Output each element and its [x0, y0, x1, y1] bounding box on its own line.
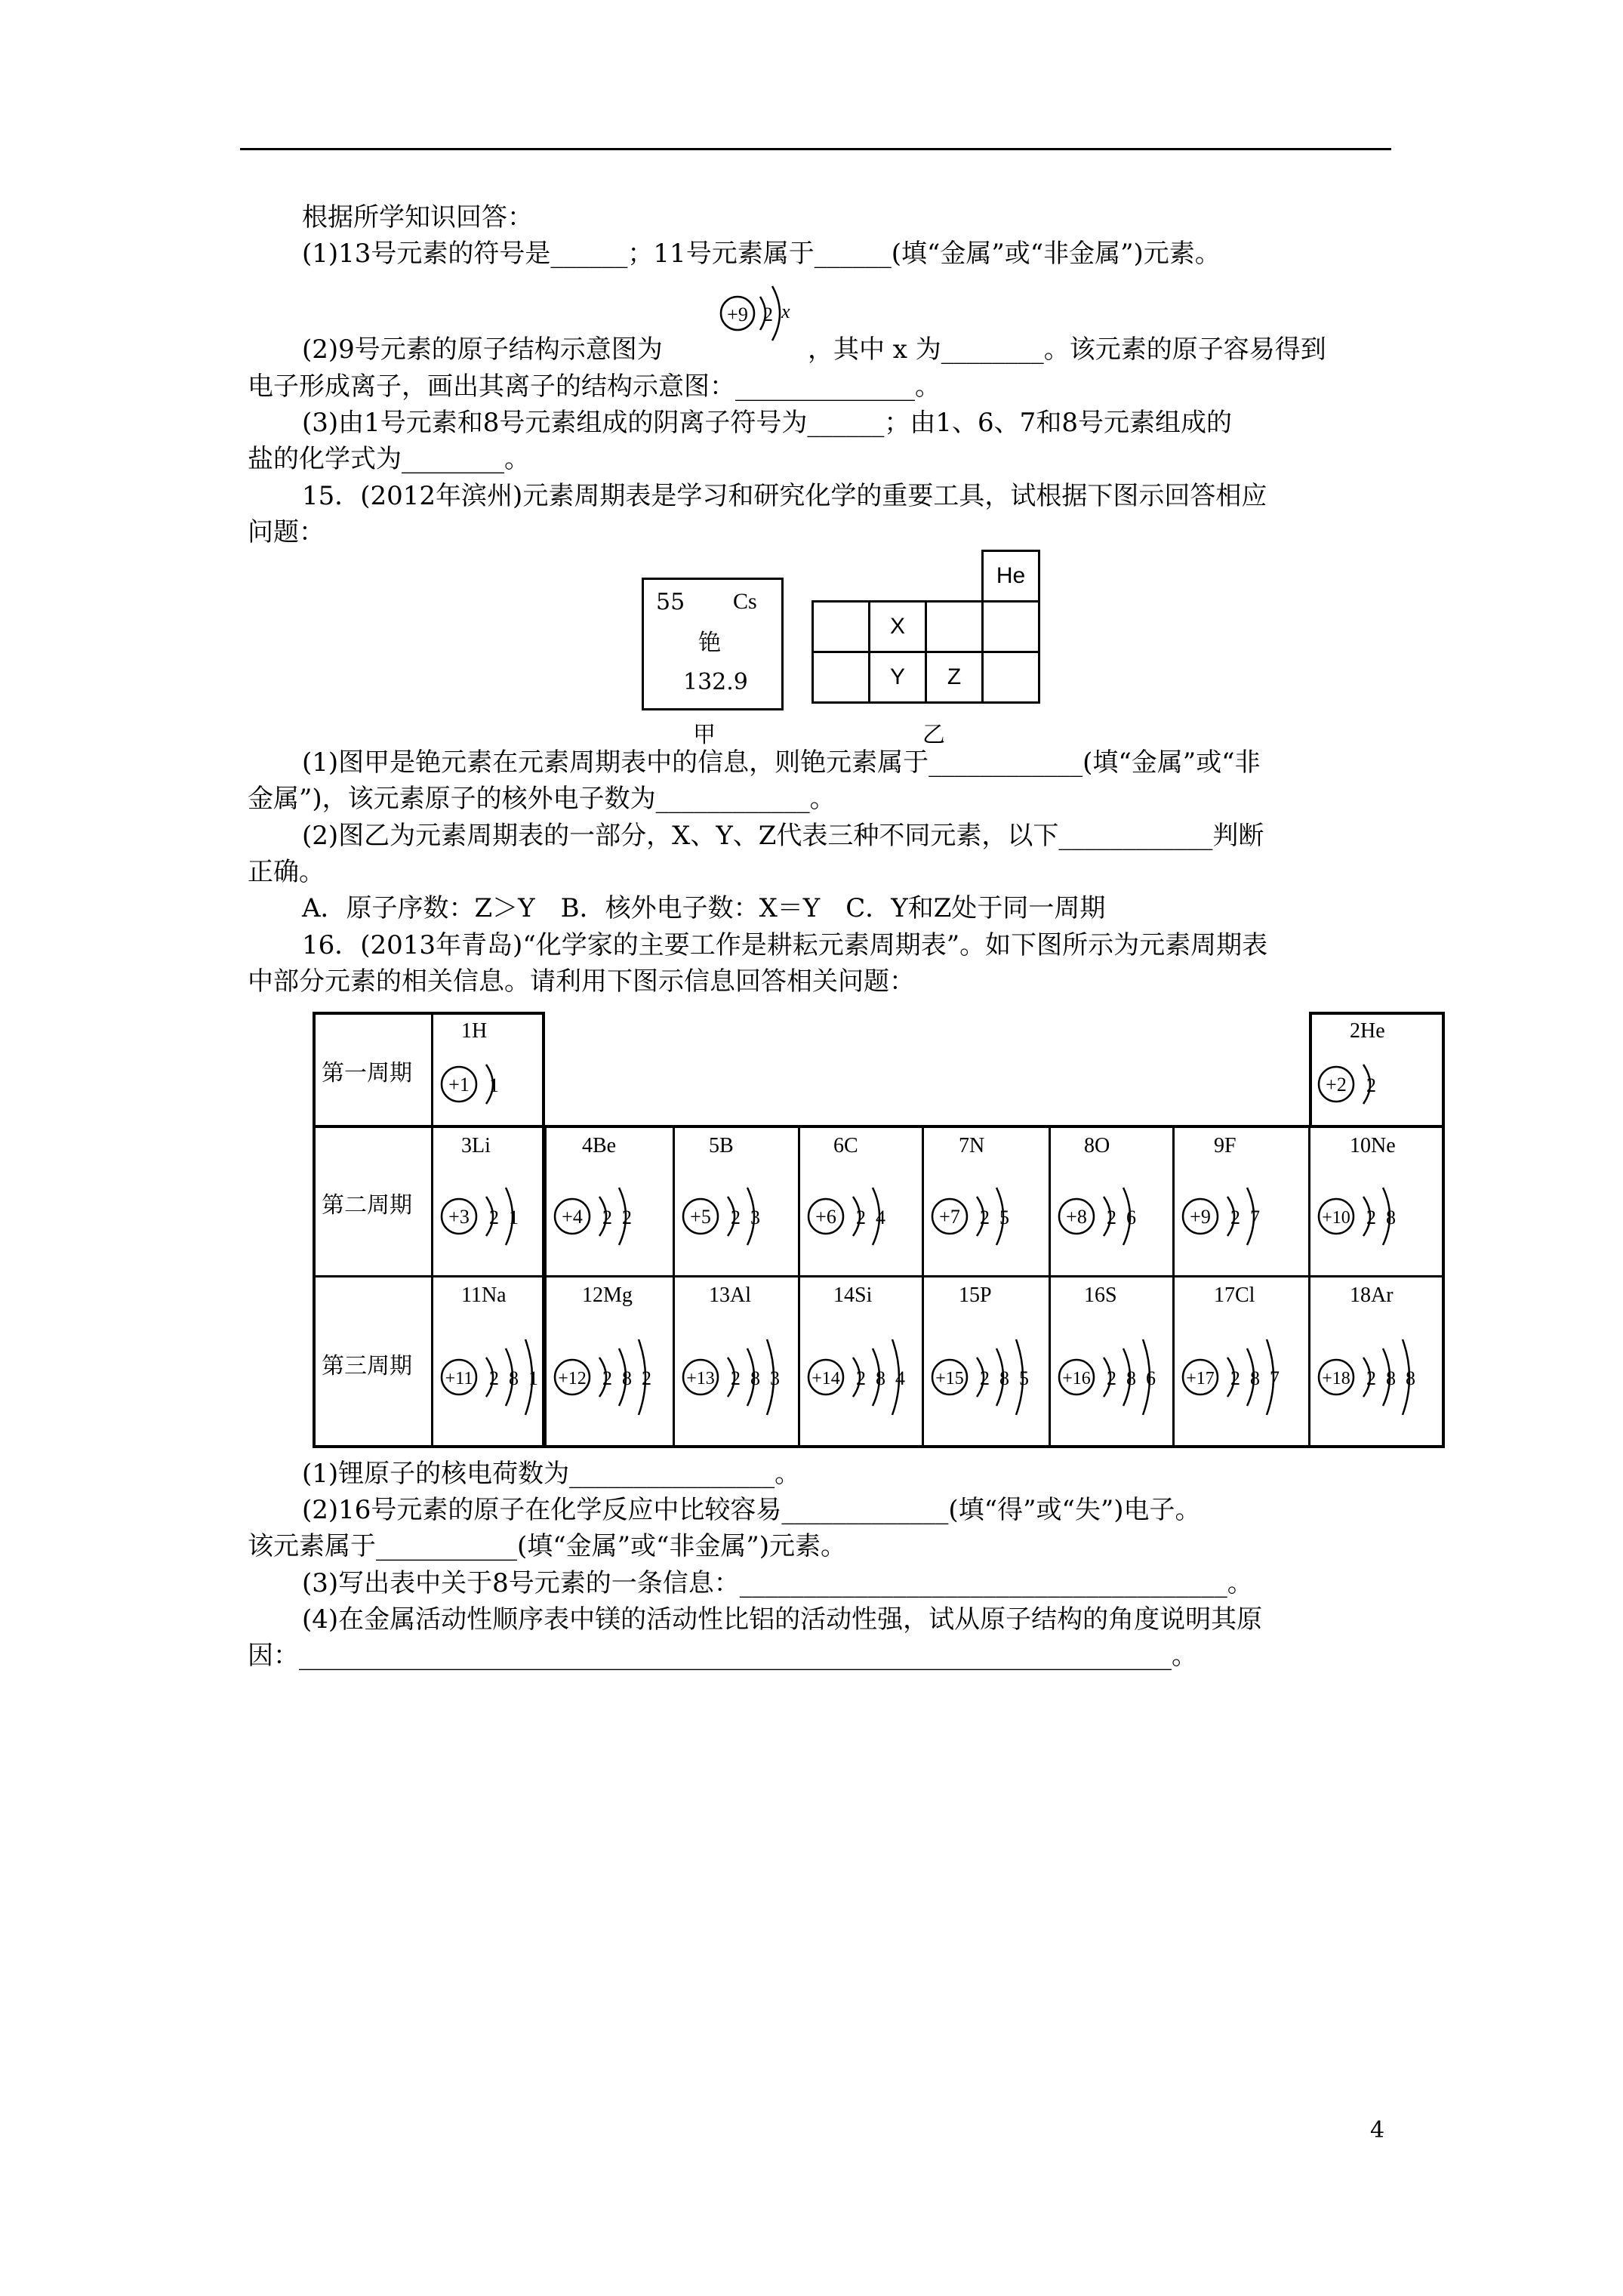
periodic-fragment [812, 550, 1040, 704]
shell-electron-count: 2 [602, 1207, 612, 1228]
shell-electron-count: 2 [602, 1367, 612, 1389]
question-16: 16．(2013年青岛)“化学家的主要工作是耕耘元素周期表”。如下图所示为元素周期表 [302, 930, 1268, 960]
shell-electron-count: 2 [1366, 1074, 1376, 1096]
element-symbol: 10Ne [1350, 1134, 1396, 1157]
nucleus-charge: +16 [1062, 1369, 1091, 1388]
nucleus-charge: +12 [558, 1369, 587, 1388]
element-symbol: 15P [959, 1284, 992, 1307]
shell-electron-count: 2 [489, 1207, 499, 1228]
shell-electron-count: 8 [1126, 1367, 1136, 1389]
nucleus-charge: +4 [562, 1206, 583, 1228]
table-divider [431, 1012, 433, 1448]
question-15-1b: 金属”)，该元素原子的核外电子数为____________。 [248, 784, 836, 814]
cesium-symbol: Cs [733, 589, 757, 614]
atom-diagram [803, 1311, 921, 1444]
shell-electron-count: 2 [1107, 1367, 1116, 1389]
fluorine-shell2: x [781, 300, 790, 322]
element-symbol: 16S [1084, 1284, 1117, 1307]
nucleus-charge: +7 [939, 1206, 960, 1228]
question-15-1a: (1)图甲是铯元素在元素周期表中的信息，则铯元素属于____________(填“金属”或“非 [302, 747, 1261, 778]
shell-electron-count: 8 [622, 1367, 632, 1389]
shell-electron-count: 3 [770, 1367, 780, 1389]
shell-electron-count: 7 [1270, 1367, 1280, 1389]
shell-electron-count: 8 [999, 1367, 1009, 1389]
cell-x: X [870, 602, 926, 652]
table-divider [1172, 1126, 1175, 1448]
shell-electron-count: 2 [1230, 1207, 1240, 1228]
table-divider [1308, 1126, 1310, 1448]
question-16-3: (3)写出表中关于8号元素的一条信息：______________________________________。 [302, 1568, 1253, 1598]
shell-electron-count: 4 [876, 1207, 885, 1228]
cesium-name: 铯 [698, 630, 721, 656]
nucleus-charge: +3 [448, 1206, 470, 1228]
nucleus-charge: +15 [935, 1369, 964, 1388]
nucleus-charge: +13 [686, 1369, 715, 1388]
question-16-b: 中部分元素的相关信息。请利用下图示信息回答相关问题： [248, 966, 915, 997]
cell-z: Z [926, 652, 983, 703]
shell-electron-count: 4 [895, 1367, 905, 1389]
nucleus-charge: +10 [1322, 1208, 1350, 1228]
question-14-1: (1)13号元素的符号是______；11号元素属于______(填“金属”或“非金属”)元素。 [302, 239, 1221, 269]
atom-diagram [927, 1161, 1048, 1271]
question-14-2b: ，其中 x 为________。该元素的原子容易得到 [808, 334, 1326, 365]
shell-electron-count: 1 [489, 1074, 499, 1096]
atom-diagram [927, 1311, 1048, 1444]
shell-electron-count: 6 [1146, 1367, 1156, 1389]
question-15: 15．(2012年滨州)元素周期表是学习和研究化学的重要工具，试根据下图示回答相应 [302, 481, 1267, 511]
question-15-options: A．原子序数：Z＞Y B．核外电子数：X＝Y C．Y和Z处于同一周期 [302, 893, 1106, 923]
element-symbol: 17Cl [1214, 1284, 1255, 1307]
atom-diagram [436, 1311, 544, 1444]
element-symbol: 11Na [461, 1284, 507, 1307]
question-15-2b: 正确。 [248, 857, 325, 887]
element-symbol: 7N [959, 1134, 985, 1157]
element-symbol: 2He [1350, 1019, 1385, 1043]
shell-electron-count: 2 [980, 1367, 990, 1389]
element-symbol: 4Be [582, 1134, 617, 1157]
element-symbol: 12Mg [582, 1284, 633, 1307]
caption-a: 甲 [693, 722, 716, 748]
table-divider [922, 1126, 924, 1448]
atom-diagram [803, 1161, 921, 1271]
shell-electron-count: 2 [622, 1207, 632, 1228]
shell-electron-count: 8 [876, 1367, 885, 1389]
fluorine-nucleus: +9 [727, 304, 748, 325]
element-symbol: 18Ar [1350, 1284, 1394, 1307]
question-16-1: (1)锂原子的核电荷数为________________。 [302, 1459, 801, 1489]
table-divider [544, 1126, 547, 1448]
nucleus-charge: +14 [812, 1369, 840, 1388]
shell-electron-count: 2 [731, 1207, 741, 1228]
question-15-b: 问题： [248, 517, 325, 547]
atom-diagram [678, 1161, 797, 1271]
text-line: 根据所学知识回答： [302, 202, 533, 233]
period-label: 第一周期 [322, 1060, 412, 1086]
shell-electron-count: 5 [1019, 1367, 1029, 1389]
shell-electron-count: 3 [750, 1207, 760, 1228]
atom-diagram [1178, 1161, 1307, 1271]
element-symbol: 13Al [709, 1284, 751, 1307]
table-divider [313, 1275, 1445, 1277]
shell-electron-count: 6 [1126, 1207, 1136, 1228]
shell-electron-count: 7 [1250, 1207, 1260, 1228]
shell-electron-count: 8 [750, 1367, 760, 1389]
element-symbol: 14Si [833, 1284, 873, 1307]
shell-electron-count: 5 [999, 1207, 1009, 1228]
shell-electron-count: 2 [731, 1367, 741, 1389]
question-14-3b: 盐的化学式为________。 [248, 444, 530, 474]
periodic-table [313, 1012, 1445, 1448]
table-divider [673, 1126, 675, 1448]
cell-he: He [983, 551, 1039, 602]
question-16-4a: (4)在金属活动性顺序表中镁的活动性比铝的活动性强，试从原子结构的角度说明其原 [302, 1604, 1263, 1635]
atom-diagram [1313, 1311, 1443, 1444]
nucleus-charge: +5 [690, 1206, 711, 1228]
atom-diagram [1054, 1311, 1172, 1444]
nucleus-charge: +2 [1326, 1074, 1347, 1096]
fluorine-atom-diagram [713, 276, 804, 359]
atom-diagram [550, 1311, 672, 1444]
cesium-card [642, 578, 784, 710]
shell-electron-count: 8 [1250, 1367, 1260, 1389]
atom-diagram [436, 1046, 544, 1122]
nucleus-charge: +1 [448, 1074, 470, 1096]
question-14-2a: (2)9号元素的原子结构示意图为 [302, 334, 663, 365]
cesium-number: 55 [656, 589, 685, 615]
nucleus-charge: +8 [1066, 1206, 1087, 1228]
shell-electron-count: 8 [509, 1367, 519, 1389]
question-16-2b: 该元素属于___________(填“金属”或“非金属”)元素。 [248, 1531, 847, 1561]
atom-diagram [1313, 1046, 1443, 1122]
nucleus-charge: +9 [1190, 1206, 1211, 1228]
fluorine-shell1: 2 [763, 304, 773, 325]
element-symbol: 3Li [461, 1134, 491, 1157]
shell-electron-count: 2 [856, 1367, 866, 1389]
period-label: 第二周期 [322, 1192, 412, 1219]
shell-electron-count: 2 [1107, 1207, 1116, 1228]
atom-diagram [1313, 1161, 1443, 1271]
table-divider [1049, 1126, 1051, 1448]
header-rule [240, 148, 1391, 150]
shell-electron-count: 1 [509, 1207, 519, 1228]
shell-electron-count: 2 [1366, 1367, 1376, 1389]
shell-electron-count: 2 [1366, 1207, 1376, 1228]
cell-y: Y [870, 652, 926, 703]
shell-electron-count: 2 [1230, 1367, 1240, 1389]
nucleus-charge: +6 [815, 1206, 836, 1228]
period-label: 第三周期 [322, 1353, 412, 1379]
question-16-2a: (2)16号元素的原子在化学反应中比较容易_____________(填“得”或“失”)电子。 [302, 1495, 1201, 1525]
shell-electron-count: 2 [489, 1367, 499, 1389]
shell-electron-count: 2 [856, 1207, 866, 1228]
atom-diagram [1178, 1311, 1307, 1444]
question-14-3a: (3)由1号元素和8号元素组成的阴离子符号为______；由1、6、7和8号元素组成的 [302, 408, 1232, 438]
shell-electron-count: 2 [642, 1367, 651, 1389]
question-15-2a: (2)图乙为元素周期表的一部分，X、Y、Z代表三种不同元素，以下____________判断 [302, 821, 1264, 851]
question-14-2c: 电子形成离子，画出其离子的结构示意图：______________。 [248, 371, 941, 402]
element-symbol: 6C [833, 1134, 858, 1157]
atom-diagram [1054, 1161, 1172, 1271]
shell-electron-count: 8 [1386, 1207, 1396, 1228]
atom-diagram [550, 1161, 672, 1271]
nucleus-charge: +17 [1186, 1369, 1215, 1388]
atom-diagram [678, 1311, 797, 1444]
atom-diagram [436, 1161, 544, 1271]
element-symbol: 5B [709, 1134, 734, 1157]
shell-electron-count: 1 [528, 1367, 538, 1389]
question-16-4b: 因：____________________________________________________________________。 [248, 1641, 1197, 1671]
shell-electron-count: 8 [1386, 1367, 1396, 1389]
shell-electron-count: 8 [1406, 1367, 1415, 1389]
nucleus-charge: +11 [445, 1369, 473, 1388]
nucleus-charge: +18 [1322, 1369, 1350, 1388]
table-divider [798, 1126, 800, 1448]
page-number: 4 [1370, 2117, 1385, 2143]
element-symbol: 1H [461, 1019, 488, 1043]
element-symbol: 8O [1084, 1134, 1110, 1157]
shell-electron-count: 2 [980, 1207, 990, 1228]
element-symbol: 9F [1214, 1134, 1236, 1157]
caption-b: 乙 [922, 722, 945, 748]
cesium-mass: 132.9 [683, 669, 748, 695]
